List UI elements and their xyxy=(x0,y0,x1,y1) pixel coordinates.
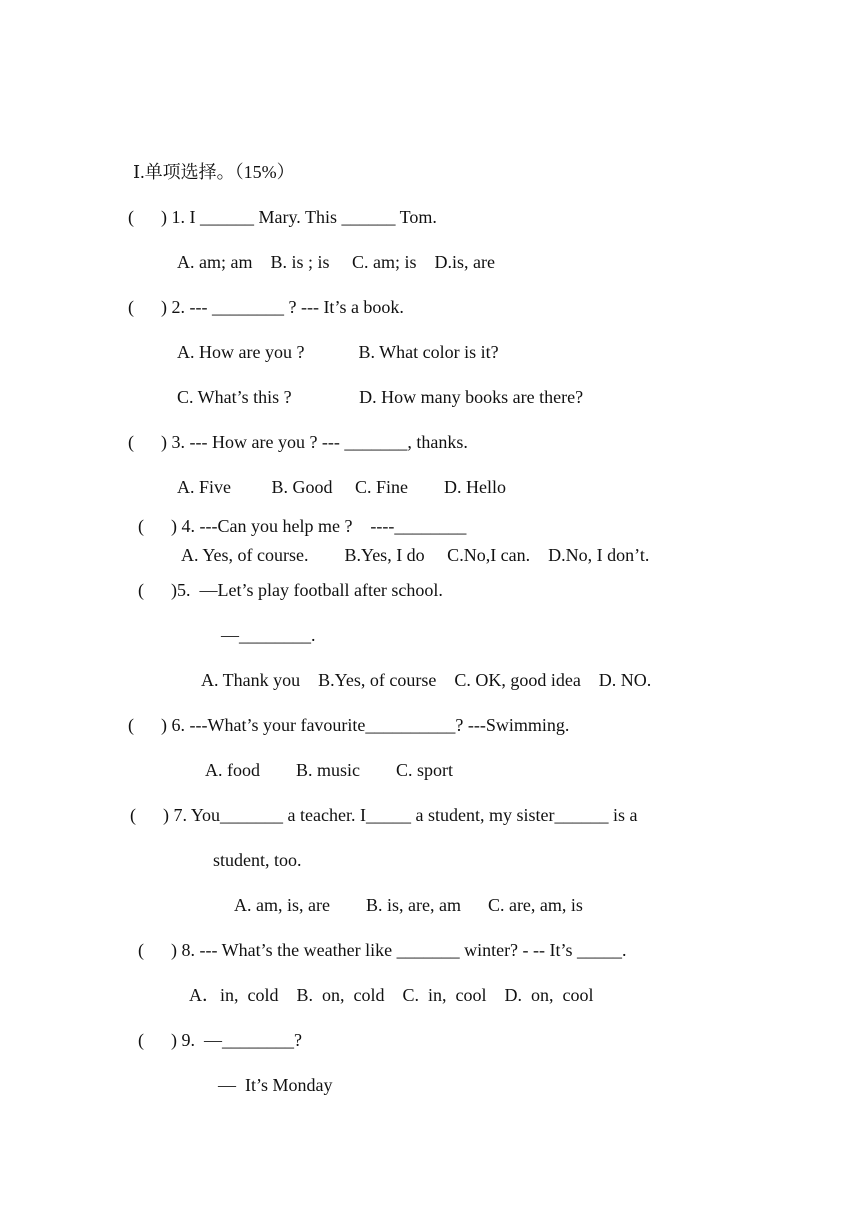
question-6-stem: ( ) 6. ---What’s your favourite__________? ---Swimming. xyxy=(128,715,570,735)
question-7-options: A. am, is, are B. is, are, am C. are, am, is xyxy=(234,895,583,915)
question-5-reply: —________. xyxy=(221,625,316,645)
question-1-options: A. am; am B. is ; is C. am; is D.is, are xyxy=(177,252,495,272)
question-3-stem: ( ) 3. --- How are you ? --- _______, thanks. xyxy=(128,432,468,452)
question-8-options: A．in, cold B. on, cold C. in, cool D. on, cool xyxy=(189,985,594,1005)
question-7-stem: ( ) 7. You_______ a teacher. I_____ a student, my sister______ is a xyxy=(130,805,638,825)
question-5-stem: ( )5. —Let’s play football after school. xyxy=(138,580,443,600)
question-5-options: A. Thank you B.Yes, of course C. OK, good idea D. NO. xyxy=(201,670,652,690)
question-4-stem: ( ) 4. ---Can you help me ? ----________ xyxy=(138,516,467,536)
question-7-continuation: student, too. xyxy=(213,850,302,870)
question-3-options: A. Five B. Good C. Fine D. Hello xyxy=(177,477,507,497)
section-title: Ⅰ.单项选择。（15%） xyxy=(133,162,295,182)
question-2-options-row-1: A. How are you ? B. What color is it? xyxy=(177,342,499,362)
question-4-options: A. Yes, of course. B.Yes, I do C.No,I can. D.No, I don’t. xyxy=(181,545,650,565)
question-9-stem: ( ) 9. —________? xyxy=(138,1030,302,1050)
question-9-reply: — It’s Monday xyxy=(218,1075,333,1095)
question-1-stem: ( ) 1. I ______ Mary. This ______ Tom. xyxy=(128,207,437,227)
question-8-stem: ( ) 8. --- What’s the weather like _______ winter? - -- It’s _____. xyxy=(138,940,627,960)
question-6-options: A. food B. music C. sport xyxy=(205,760,454,780)
question-2-stem: ( ) 2. --- ________ ? --- It’s a book. xyxy=(128,297,404,317)
question-2-options-row-2: C. What’s this ? D. How many books are there? xyxy=(177,387,584,407)
